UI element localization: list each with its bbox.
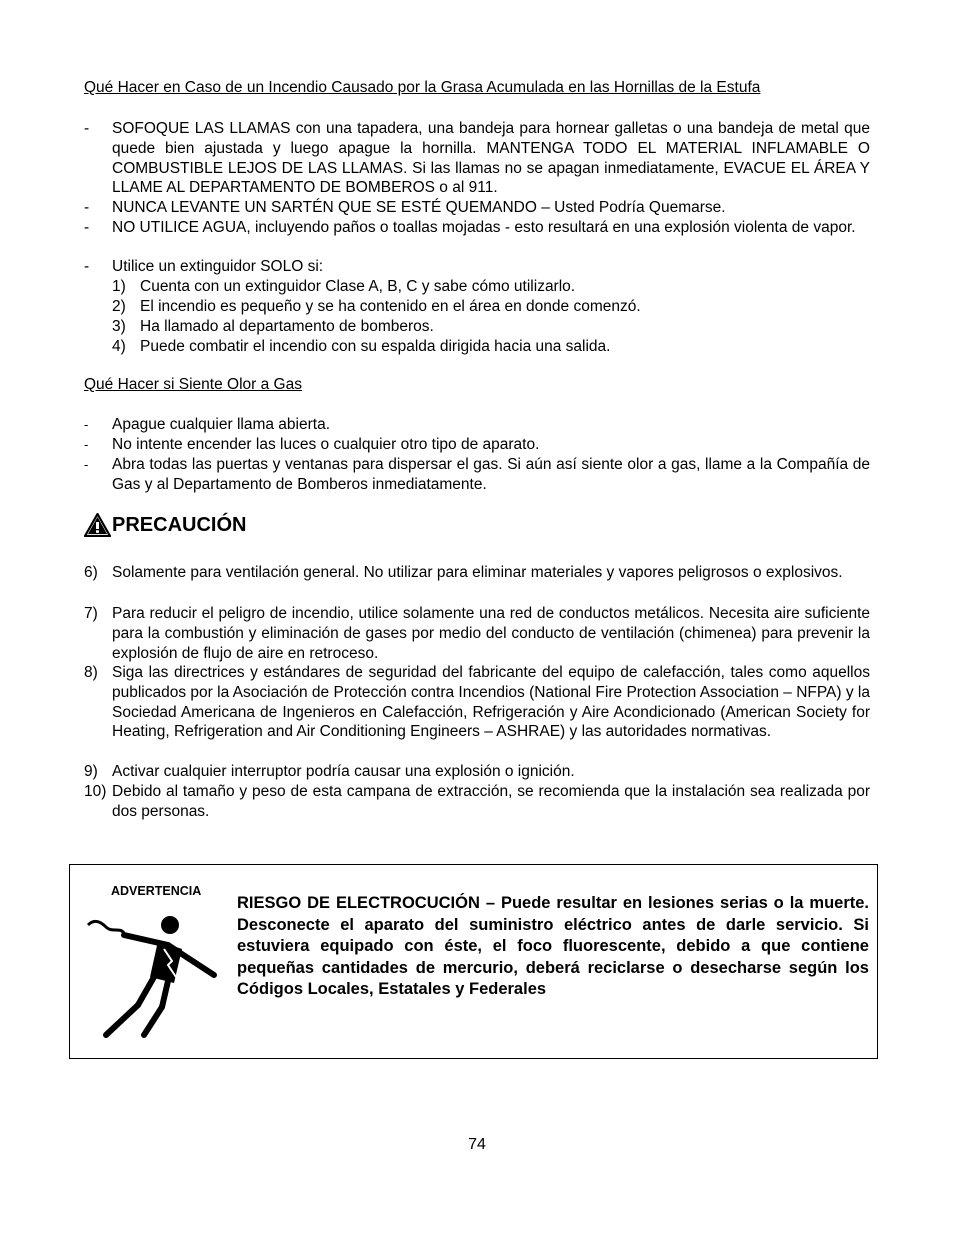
list-item: - Apague cualquier llama abierta. — [84, 416, 330, 433]
warning-box — [69, 864, 878, 1059]
list-item: 3) Ha llamado al departamento de bomberos. — [112, 318, 434, 335]
list-item: - No intente encender las luces o cualquier otro tipo de aparato. — [84, 436, 540, 453]
list-item: - NO UTILICE AGUA, incluyendo paños o toallas mojadas - esto resultará en una explosión violenta de vapor. — [84, 219, 856, 236]
caution-heading — [84, 513, 246, 537]
list-item: - Abra todas las puertas y ventanas para dispersar el gas. Si aún así siente olor a gas, llame a la Compañía de Gas y al Departamento de Bomberos inmediatamente. — [84, 456, 870, 493]
list-item: 6) Solamente para ventilación general. No utilizar para eliminar materiales y vapores peligrosos o explosivos. — [84, 564, 843, 581]
grease-fire-heading: Qué Hacer en Caso de un Incendio Causado por la Grasa Acumulada en las Hornillas de la Estufa — [84, 79, 761, 96]
list-item: 7) Para reducir el peligro de incendio, utilice solamente una red de conductos metálicos. Necesita aire suficiente para la combustión y eliminación de gases por medio del conducto de ventilación (chimenea) para prevenir la explosión de flujo de aire en retroceso. — [84, 605, 870, 662]
page-number: 74 — [468, 1136, 486, 1153]
list-item: - NUNCA LEVANTE UN SARTÉN QUE SE ESTÉ QUEMANDO – Usted Podría Quemarse. — [84, 199, 726, 216]
caution-title: PRECAUCIÓN — [112, 513, 247, 536]
warning-text: RIESGO DE ELECTROCUCIÓN – Puede resultar en lesiones serias o la muerte. Desconecte el aparato del suministro eléctrico antes de darle servicio. Si estuviera equipado con éste, el foco fluorescente, debido a que contiene pequeñas cantidades de mercurio, deberá reciclarse o desecharse según los Códigos Locales, Estatales y Federales — [237, 894, 869, 998]
list-item: 8) Siga las directrices y estándares de seguridad del fabricante del equipo de calefacción, tales como aquellos publicados por la Asociación de Protección contra Incendios (National Fire Protection Association – NFPA) y la Sociedad Americana de Ingenieros en Calefacción, Refrigeración y Aire Acondicionado (American Society for Heating, Refrigeration and Air Conditioning Engineers – ASHRAE) y las autoridades normativas. — [84, 664, 870, 741]
warning-label: ADVERTENCIA — [111, 884, 202, 898]
electrocution-icon — [84, 911, 219, 1039]
gas-smell-heading: Qué Hacer si Siente Olor a Gas — [84, 376, 302, 393]
list-item: 2) El incendio es pequeño y se ha contenido en el área en donde comenzó. — [112, 298, 641, 315]
list-item: 4) Puede combatir el incendio con su espalda dirigida hacia una salida. — [112, 338, 611, 355]
list-item: - Utilice un extinguidor SOLO si: — [84, 258, 324, 275]
list-item: 10) Debido al tamaño y peso de esta campana de extracción, se recomienda que la instalación sea realizada por dos personas. — [84, 783, 870, 820]
list-item: 1) Cuenta con un extinguidor Clase A, B, C y sabe cómo utilizarlo. — [112, 278, 576, 295]
list-item: 9) Activar cualquier interruptor podría causar una explosión o ignición. — [84, 763, 575, 780]
list-item: - SOFOQUE LAS LLAMAS con una tapadera, una bandeja para hornear galletas o una bandeja de metal que quede bien ajustada y luego apague la hornilla. MANTENGA TODO EL MATERIAL INFLAMABLE O COMBUSTIBLE LEJOS DE LAS LLAMAS. Si las llamas no se apagan inmediatamente, EVACUE EL ÁREA Y LLAME AL DEPARTAMENTO DE BOMBEROS o al 911. — [84, 120, 870, 197]
warning-triangle-icon — [84, 513, 111, 537]
